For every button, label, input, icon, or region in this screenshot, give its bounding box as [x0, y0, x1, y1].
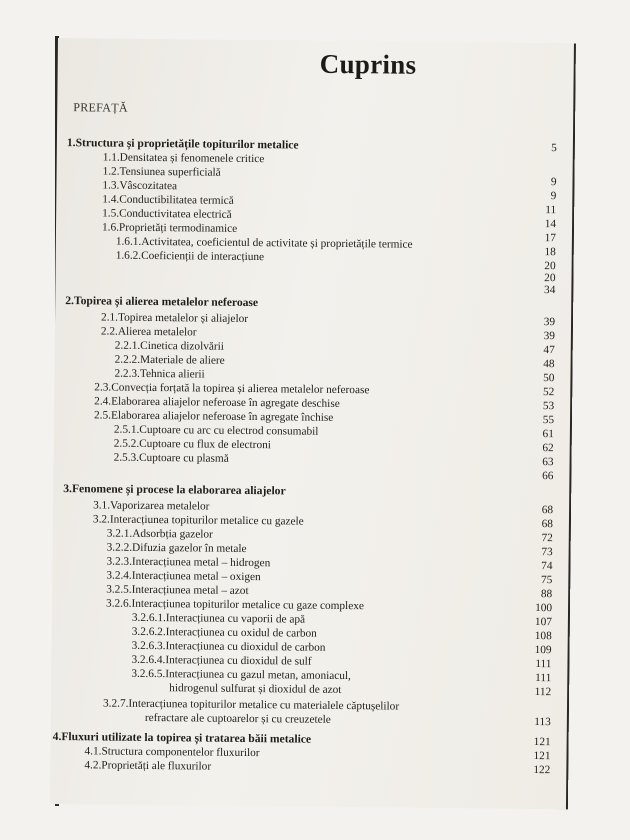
toc-entry-title: 2.3.Convecția forțată la topirea și alierea metalelor neferoase	[94, 381, 370, 397]
toc-entry-page: 68	[541, 504, 554, 517]
toc-entry-page: 48	[543, 358, 555, 371]
toc-entry-page: 100	[535, 602, 553, 615]
toc-entry-page: 63	[542, 456, 554, 469]
toc-entry-page: 39	[543, 330, 555, 343]
toc-entry-page: 75	[540, 574, 553, 587]
toc-entry-page: 53	[542, 400, 555, 413]
toc-entry-page: 52	[542, 386, 555, 399]
toc-entry-page: 66	[542, 470, 554, 483]
toc-entry-page: 62	[542, 442, 554, 455]
toc-entry-title: 1.4.Conductibilitatea termică	[102, 193, 234, 207]
toc-entry-title: 3.2.6.5.Interacțiunea cu gazul metan, amoniacul,	[131, 667, 351, 683]
toc-entry-title: 1.3.Vâscozitatea	[102, 179, 178, 193]
toc-entry-page: 14	[544, 218, 557, 231]
toc-entry-title: 4.Fluxuri utilizate la topirea și tratarea băii metalice	[52, 729, 312, 746]
toc-entry-title: 2.5.3.Cuptoare cu plasmă	[113, 451, 229, 465]
toc-entry-page: 50	[543, 372, 555, 385]
toc-entry-title: 3.Fenomene și procese la elaborarea aliajelor	[63, 482, 286, 498]
toc-entry-page: 107	[534, 616, 552, 629]
toc-entry-page: 111	[535, 672, 552, 685]
toc-entry-title: 3.1.Vaporizarea metalelor	[93, 499, 210, 513]
toc-entry-title: 1.1.Densitatea și fenomenele critice	[102, 151, 265, 166]
preface-heading: PREFAȚĂ	[73, 100, 128, 115]
toc-entry-page: 18	[544, 246, 556, 259]
toc-entry-page: 88	[540, 588, 553, 601]
toc-entry-title: 3.2.6.Interacțiunea topiturilor metalice cu gaze complexe	[106, 597, 364, 613]
toc-entry-page: 39	[543, 316, 556, 329]
toc-entry-title: 3.2.Interacțiunea topiturilor metalice cu gazele	[92, 513, 304, 528]
toc-entry-page: 74	[541, 560, 553, 573]
toc-entry-title: 3.2.6.3.Interacțiunea cu dioxidul de carbon	[131, 639, 326, 654]
toc-entry-title: hidrogenul sulfurat și dioxidul de azot	[169, 682, 342, 697]
toc-entry-title: 1.6.2.Coeficienții de interacțiune	[115, 249, 265, 264]
toc-entry-title: 3.2.5.Interacțiunea metal – azot	[106, 583, 249, 598]
toc-entry-title: 4.2.Proprietăți ale fluxurilor	[84, 759, 212, 773]
toc-entry-page: 9	[550, 190, 557, 203]
toc-entry-page: 113	[534, 716, 551, 729]
toc-entry-title: 2.5.2.Cuptoare cu flux de electroni	[113, 437, 271, 452]
toc-entry-page: 68	[541, 518, 553, 531]
toc-entry-page: 20	[544, 260, 556, 273]
toc-entry-page: 108	[534, 630, 552, 643]
toc-entry-title: 2.5.1.Cuptoare cu arc cu electrod consumabil	[113, 423, 319, 438]
toc-entry-page: 122	[533, 764, 551, 777]
toc-entry-title: 1.Structura și proprietățile topiturilor metalice	[66, 136, 299, 152]
toc-entry-page: 61	[542, 428, 554, 441]
toc-entry-title: 2.2.1.Cinetica dizolvării	[114, 339, 225, 353]
toc-entry-page: 9	[550, 176, 557, 189]
book-page	[50, 38, 576, 809]
toc-entry-title: 2.2.2.Materiale de aliere	[114, 353, 225, 367]
toc-entry-title: 4.1.Structura componentelor fluxurilor	[84, 745, 260, 760]
toc-entry-title: 1.6.Proprietăți termodinamice	[101, 221, 238, 235]
toc-entry-title: 2.Topirea și alierea metalelor neferoase	[65, 294, 259, 310]
page-title: Cuprins	[319, 48, 417, 80]
toc-entry-page: 109	[534, 644, 552, 657]
toc-entry-title: 2.5.Elaborarea aliajelor neferoase în agregate închise	[93, 409, 334, 424]
toc-entry-title: 1.2.Tensiunea superficială	[102, 165, 221, 179]
toc-entry-page: 73	[541, 546, 553, 559]
toc-entry-title: 3.2.6.4.Interacțiunea cu dioxidul de sulf	[131, 653, 312, 668]
toc-entry-title: 3.2.6.1.Interacțiunea cu vaporii de apă	[131, 611, 306, 626]
toc-entry-page: 55	[542, 414, 555, 427]
toc-entry-page: 47	[543, 344, 555, 357]
toc-entry-page: 111	[535, 658, 552, 671]
toc-entry-page: 34	[544, 284, 556, 297]
toc-entry-title: 2.2.3.Tehnica alierii	[114, 367, 205, 381]
toc-entry-page: 17	[544, 232, 556, 245]
toc-entry-page: 112	[534, 686, 552, 699]
toc-entry-title: 1.6.1.Activitatea, coeficientul de activitate și proprietățile termice	[115, 235, 413, 251]
toc-entry-page: 121	[533, 750, 551, 763]
toc-entry-title: 3.2.2.Difuzia gazelor în metale	[106, 541, 247, 556]
toc-entry-page: 5	[551, 142, 557, 155]
toc-entry-title: 3.2.1.Adsorbția gazelor	[106, 527, 213, 541]
toc-entry-title: 2.4.Elaborarea aliajelor neferoase în agregate deschise	[94, 395, 340, 410]
toc-entry-title: 3.2.6.2.Interacțiunea cu oxidul de carbon	[131, 625, 317, 640]
toc-entry-page: 72	[541, 532, 553, 545]
toc-entry-title: 2.2.Alierea metalelor	[100, 325, 197, 339]
toc-entry-page: 121	[533, 736, 551, 749]
toc-entry-title: 3.2.3.Interacțiunea metal – hidrogen	[106, 555, 271, 570]
toc-entry-title: 3.2.7.Interacțiunea topiturilor metalice cu materialele căptușelilor	[102, 697, 400, 713]
toc-entry-title: 2.1.Topirea metalelor și aliajelor	[101, 311, 249, 326]
toc-entry-title: refractare ale cuptoarelor și cu creuzetele	[144, 711, 331, 726]
toc-entry-title: 3.2.4.Interacțiunea metal – oxigen	[106, 569, 261, 584]
toc-entry-page: 11	[545, 204, 557, 217]
toc-entry-page: 20	[544, 272, 556, 285]
toc-entry-title: 1.5.Conductivitatea electrică	[102, 207, 232, 221]
